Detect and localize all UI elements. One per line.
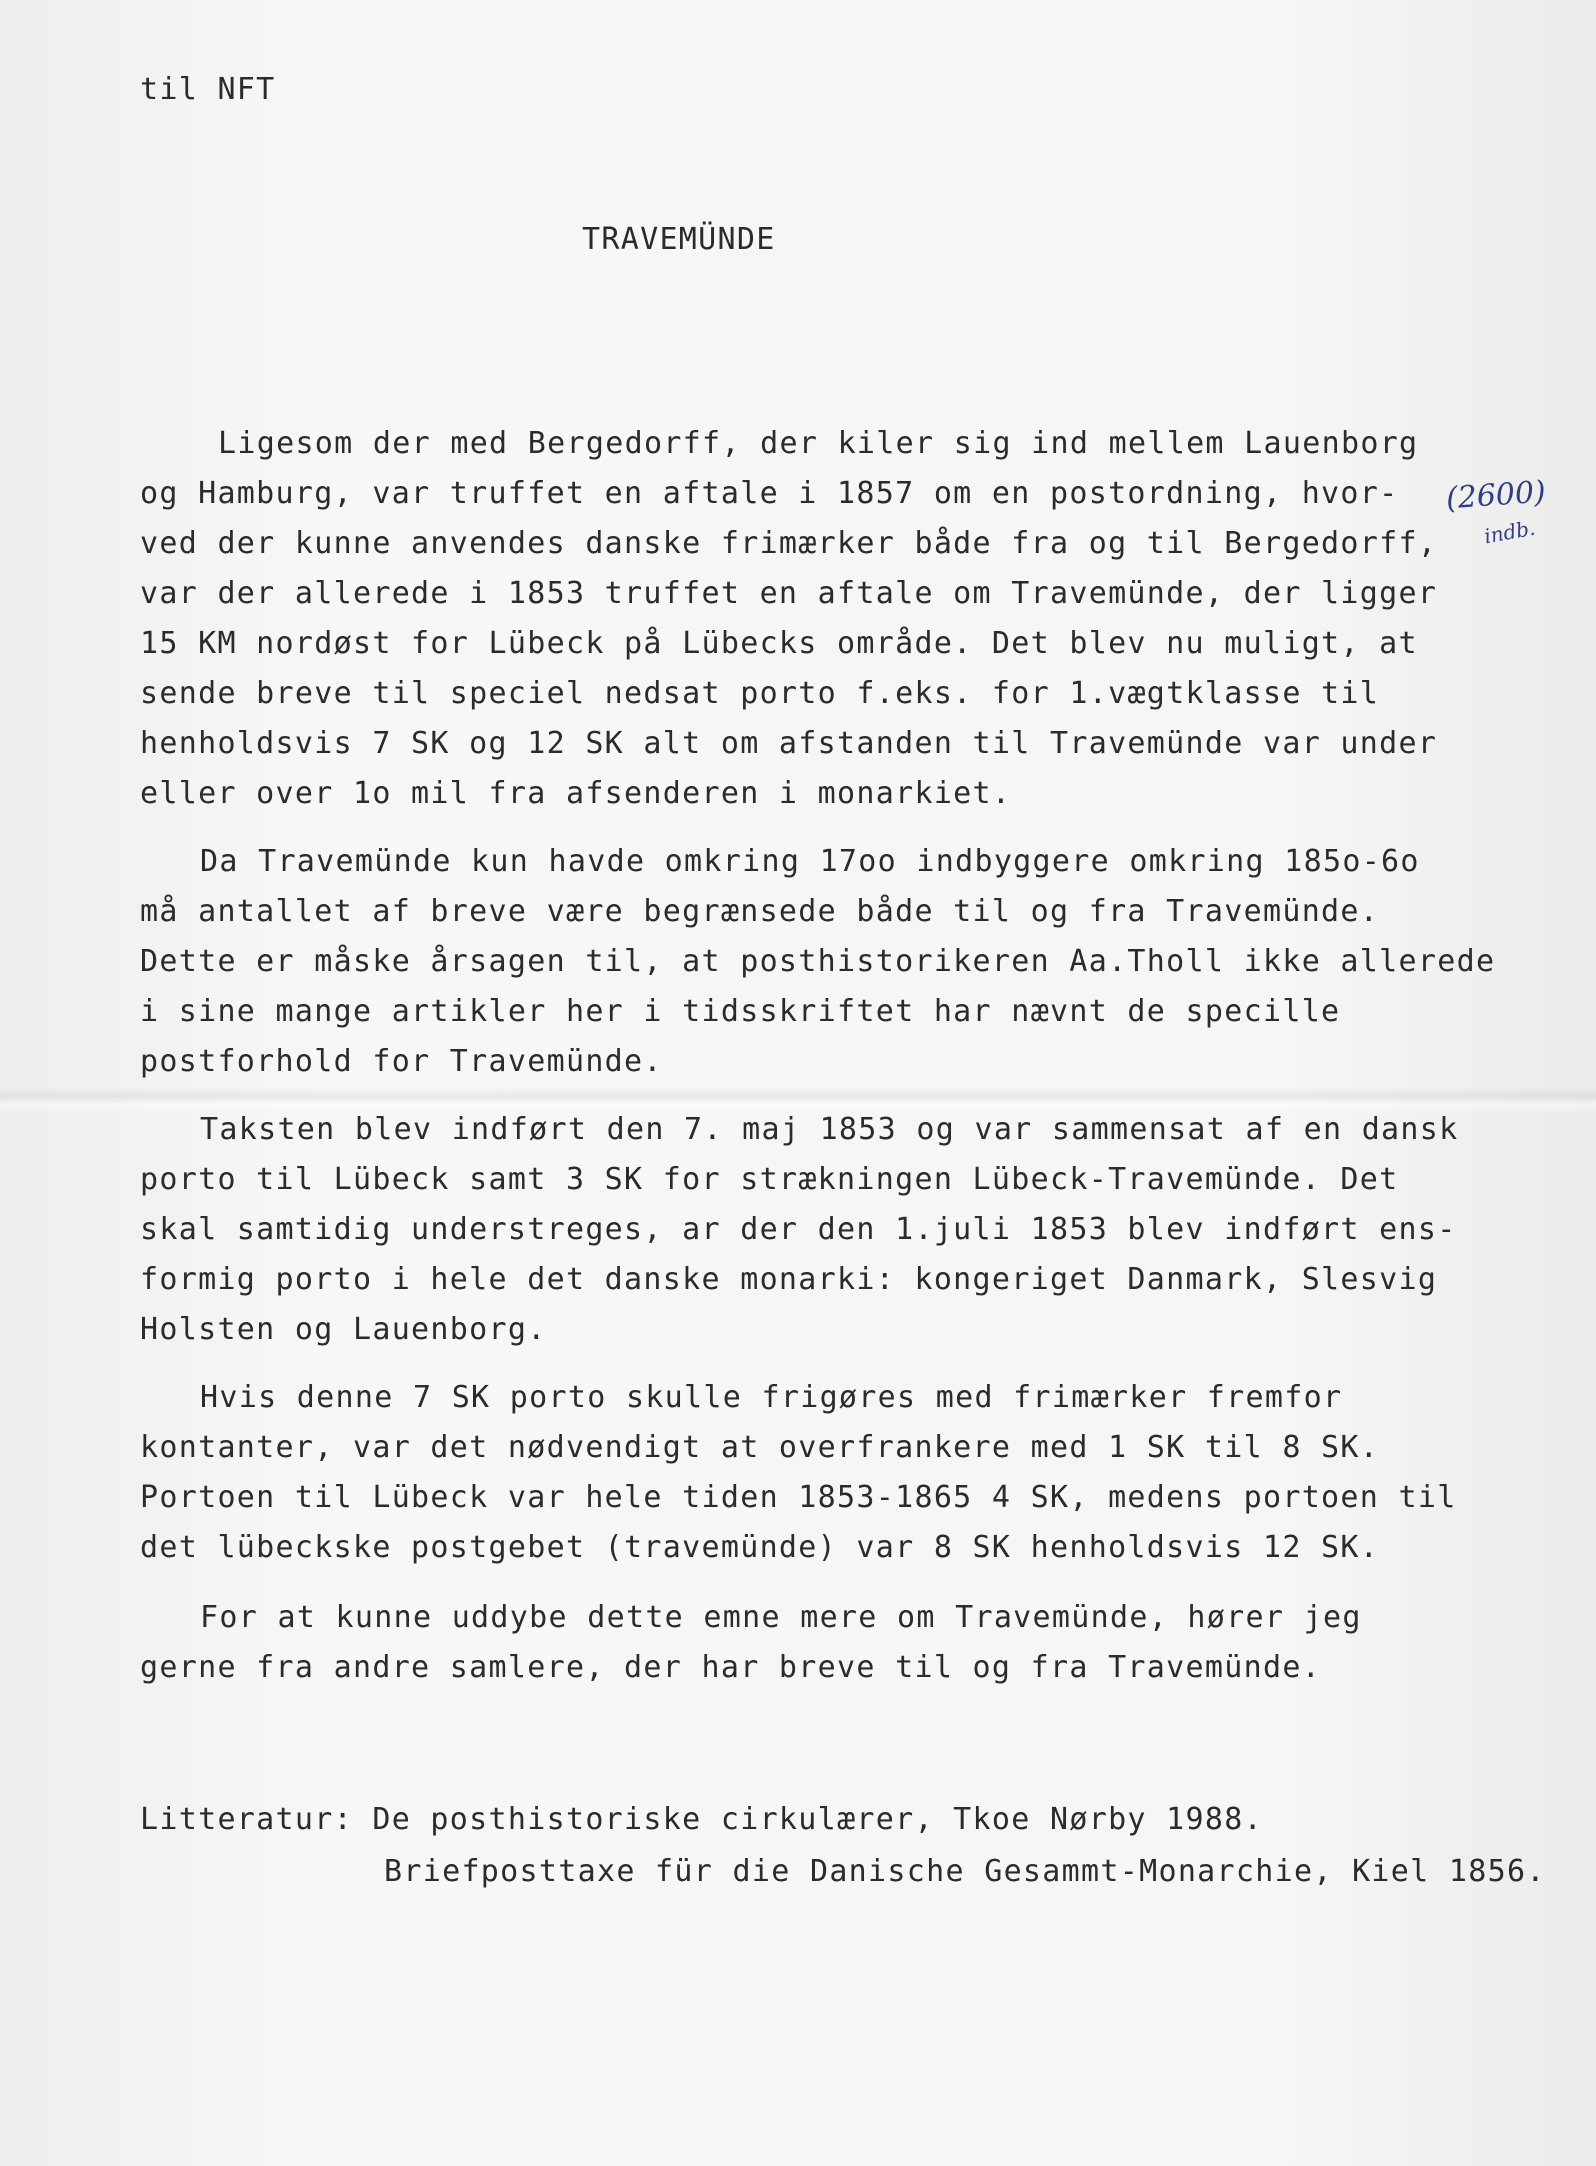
paragraph-1-line-1: Ligesom der med Bergedorff, der kiler sig ind mellem Lauenborg <box>218 426 1419 461</box>
paragraph-1-line-3: ved der kunne anvendes danske frimærker både fra og til Bergedorff, <box>140 526 1438 561</box>
paragraph-4-line-4: det lübeckske postgebet (travemünde) var 8 SK henholdsvis 12 SK. <box>140 1530 1380 1565</box>
paragraph-1-line-6: sende breve til speciel nedsat porto f.eks. for 1.vægtklasse til <box>140 676 1380 711</box>
paragraph-1-line-5: 15 KM nordøst for Lübeck på Lübecks område. Det blev nu muligt, at <box>140 626 1418 661</box>
document-title: TRAVEMÜNDE <box>582 222 776 257</box>
paragraph-5-line-1: For at kunne uddybe dette emne mere om Travemünde, hører jeg <box>200 1600 1362 1635</box>
paragraph-3-line-3: skal samtidig understreges, ar der den 1.juli 1853 blev indført ens- <box>140 1212 1457 1247</box>
paragraph-2-line-2: må antallet af breve være begrænsede både til og fra Travemünde. <box>140 894 1380 929</box>
paragraph-1-line-7: henholdsvis 7 SK og 12 SK alt om afstanden til Travemünde var under <box>140 726 1438 761</box>
paragraph-5-line-2: gerne fra andre samlere, der har breve til og fra Travemünde. <box>140 1650 1322 1685</box>
paragraph-1-line-8: eller over 1o mil fra afsenderen i monarkiet. <box>140 776 1012 811</box>
handwritten-note-abbrev: indb. <box>1482 515 1537 549</box>
paragraph-3-line-4: formig porto i hele det danske monarki: kongeriget Danmark, Slesvig <box>140 1262 1438 1297</box>
paragraph-2-line-4: i sine mange artikler her i tidsskriftet har nævnt de specille <box>140 994 1341 1029</box>
literature-line-2: Briefposttaxe für die Danische Gesammt-Monarchie, Kiel 1856. <box>384 1854 1546 1889</box>
paragraph-2-line-3: Dette er måske årsagen til, at posthistorikeren Aa.Tholl ikke allerede <box>140 944 1496 979</box>
handwritten-note-population: (2600) <box>1444 474 1547 517</box>
paragraph-3-line-1: Taksten blev indført den 7. maj 1853 og var sammensat af en dansk <box>200 1112 1459 1147</box>
paragraph-3-line-2: porto til Lübeck samt 3 SK for strækningen Lübeck-Travemünde. Det <box>140 1162 1399 1197</box>
paragraph-3-line-5: Holsten og Lauenborg. <box>140 1312 547 1347</box>
paragraph-4-line-3: Portoen til Lübeck var hele tiden 1853-1865 4 SK, medens portoen til <box>140 1480 1457 1515</box>
literature-line-1: Litteratur: De posthistoriske cirkulærer, Tkoe Nørby 1988. <box>140 1802 1263 1837</box>
paragraph-4-line-2: kontanter, var det nødvendigt at overfrankere med 1 SK til 8 SK. <box>140 1430 1380 1465</box>
paragraph-4-line-1: Hvis denne 7 SK porto skulle frigøres med frimærker fremfor <box>200 1380 1343 1415</box>
recipient-line: til NFT <box>140 72 276 107</box>
paragraph-2-line-1: Da Travemünde kun havde omkring 17oo indbyggere omkring 185o-6o <box>200 844 1420 879</box>
paragraph-1-line-2: og Hamburg, var truffet en aftale i 1857 om en postordning, hvor- <box>140 476 1399 511</box>
paragraph-2-line-5: postforhold for Travemünde. <box>140 1044 663 1079</box>
paragraph-1-line-4: var der allerede i 1853 truffet en aftale om Travemünde, der ligger <box>140 576 1438 611</box>
